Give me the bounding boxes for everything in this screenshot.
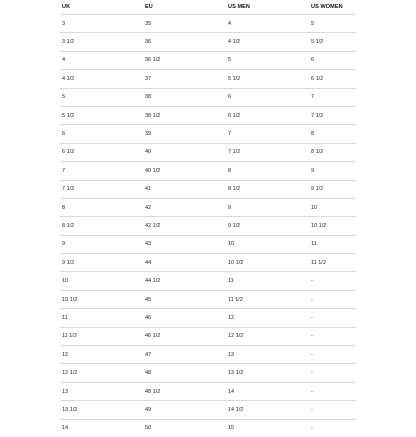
uk-size-cell: 8	[60, 198, 143, 216]
eu-size-cell: 45	[143, 290, 226, 308]
column-header-us-women: US WOMEN	[309, 0, 356, 15]
eu-size-cell: 50	[145, 425, 152, 432]
us-men-size-cell: 9 1/2	[226, 217, 309, 235]
table-row	[60, 419, 356, 437]
eu-size-cell: 39	[143, 125, 226, 143]
us-women-size-cell: 8 1/2	[309, 143, 356, 161]
uk-size-cell: 7 1/2	[60, 180, 143, 198]
eu-size-cell: 38	[143, 88, 226, 106]
us-women-size-cell: -	[309, 401, 356, 419]
us-men-size-cell: 11	[226, 272, 309, 290]
eu-size-cell: 36 1/2	[143, 51, 226, 69]
us-men-size-cell: 11 1/2	[226, 290, 309, 308]
uk-size-cell: 11	[60, 309, 143, 327]
us-men-size-cell: 15	[228, 425, 235, 432]
us-women-size-cell: -	[309, 346, 356, 364]
eu-size-cell: 46	[143, 309, 226, 327]
uk-size-cell: 9	[60, 235, 143, 253]
uk-size-cell: 12 1/2	[60, 364, 143, 382]
eu-size-cell: 44 1/2	[143, 272, 226, 290]
table-row	[60, 15, 356, 33]
us-men-size-cell: 13	[226, 346, 309, 364]
eu-size-cell: 41	[143, 180, 226, 198]
us-women-size-cell: -	[311, 425, 313, 432]
us-men-size-cell: 9	[226, 198, 309, 216]
us-men-size-cell: 7	[226, 125, 309, 143]
table-row	[60, 254, 356, 272]
table-row	[60, 70, 356, 88]
eu-size-cell: 43	[143, 235, 226, 253]
us-women-size-cell: 5 1/2	[309, 33, 356, 51]
uk-size-cell: 11 1/2	[60, 327, 143, 345]
us-men-size-cell: 14	[226, 382, 309, 400]
table-row	[60, 401, 356, 419]
table-row	[60, 309, 356, 327]
uk-size-cell: 9 1/2	[60, 254, 143, 272]
uk-size-cell: 13	[60, 382, 143, 400]
uk-size-cell: 5	[60, 88, 143, 106]
uk-size-cell: 6 1/2	[60, 143, 143, 161]
table-row	[60, 143, 356, 161]
us-women-size-cell: -	[309, 364, 356, 382]
table-header-row	[60, 0, 356, 15]
uk-size-cell: 3 1/2	[60, 33, 143, 51]
table-row	[60, 33, 356, 51]
table-row	[60, 106, 356, 124]
us-women-size-cell: 10 1/2	[309, 217, 356, 235]
table-row	[60, 88, 356, 106]
eu-size-cell: 46 1/2	[143, 327, 226, 345]
us-women-size-cell: 10	[309, 198, 356, 216]
eu-size-cell: 37	[143, 70, 226, 88]
eu-size-cell: 38 1/2	[143, 106, 226, 124]
eu-size-cell: 44	[143, 254, 226, 272]
uk-size-cell: 12	[60, 346, 143, 364]
us-men-size-cell: 5 1/2	[226, 70, 309, 88]
us-women-size-cell: 5	[309, 15, 356, 33]
us-women-size-cell: -	[309, 290, 356, 308]
column-header-uk: UK	[60, 0, 143, 15]
table-row	[60, 51, 356, 69]
us-men-size-cell: 12 1/2	[226, 327, 309, 345]
table-row	[60, 125, 356, 143]
uk-size-cell: 5 1/2	[60, 106, 143, 124]
table-row	[60, 364, 356, 382]
table-row	[60, 327, 356, 345]
column-header-eu: EU	[143, 0, 226, 15]
uk-size-cell: 4 1/2	[60, 70, 143, 88]
us-men-size-cell: 7 1/2	[226, 143, 309, 161]
uk-size-cell: 4	[60, 51, 143, 69]
eu-size-cell: 42	[143, 198, 226, 216]
table-row	[60, 198, 356, 216]
us-men-size-cell: 10 1/2	[226, 254, 309, 272]
uk-size-cell: 14	[62, 425, 69, 432]
eu-size-cell: 49	[143, 401, 226, 419]
eu-size-cell: 48	[143, 364, 226, 382]
us-women-size-cell: 11 1/2	[309, 254, 356, 272]
us-men-size-cell: 4 1/2	[226, 33, 309, 51]
table-row	[60, 382, 356, 400]
us-women-size-cell: -	[309, 309, 356, 327]
size-conversion-table	[60, 0, 356, 437]
us-men-size-cell: 12	[226, 309, 309, 327]
uk-size-cell: 8 1/2	[60, 217, 143, 235]
eu-size-cell: 35	[143, 15, 226, 33]
eu-size-cell: 36	[143, 33, 226, 51]
us-men-size-cell: 8	[226, 162, 309, 180]
us-women-size-cell: 8	[309, 125, 356, 143]
uk-size-cell: 3	[60, 15, 143, 33]
us-women-size-cell: 7 1/2	[309, 106, 356, 124]
uk-size-cell: 13 1/2	[60, 401, 143, 419]
us-women-size-cell: 11	[309, 235, 356, 253]
us-women-size-cell: 6	[309, 51, 356, 69]
table-row	[60, 162, 356, 180]
us-men-size-cell: 8 1/2	[226, 180, 309, 198]
table-row	[60, 235, 356, 253]
table-row	[60, 180, 356, 198]
us-women-size-cell: -	[309, 272, 356, 290]
uk-size-cell: 10 1/2	[60, 290, 143, 308]
uk-size-cell: 10	[60, 272, 143, 290]
table-row	[60, 272, 356, 290]
us-women-size-cell: 9	[309, 162, 356, 180]
uk-size-cell: 6	[60, 125, 143, 143]
us-men-size-cell: 4	[226, 15, 309, 33]
eu-size-cell: 40	[143, 143, 226, 161]
us-women-size-cell: 6 1/2	[309, 70, 356, 88]
table-row	[60, 346, 356, 364]
uk-size-cell: 7	[60, 162, 143, 180]
us-women-size-cell: 7	[309, 88, 356, 106]
us-women-size-cell: -	[309, 382, 356, 400]
us-men-size-cell: 6	[226, 88, 309, 106]
us-men-size-cell: 5	[226, 51, 309, 69]
table-body	[60, 15, 356, 437]
us-men-size-cell: 10	[226, 235, 309, 253]
eu-size-cell: 40 1/2	[143, 162, 226, 180]
us-women-size-cell: -	[309, 327, 356, 345]
us-women-size-cell: 9 1/2	[309, 180, 356, 198]
us-men-size-cell: 13 1/2	[226, 364, 309, 382]
table-row	[60, 217, 356, 235]
us-men-size-cell: 6 1/2	[226, 106, 309, 124]
table-row	[60, 290, 356, 308]
eu-size-cell: 42 1/2	[143, 217, 226, 235]
column-header-us-men: US MEN	[226, 0, 309, 15]
us-men-size-cell: 14 1/2	[226, 401, 309, 419]
eu-size-cell: 47	[143, 346, 226, 364]
eu-size-cell: 48 1/2	[143, 382, 226, 400]
